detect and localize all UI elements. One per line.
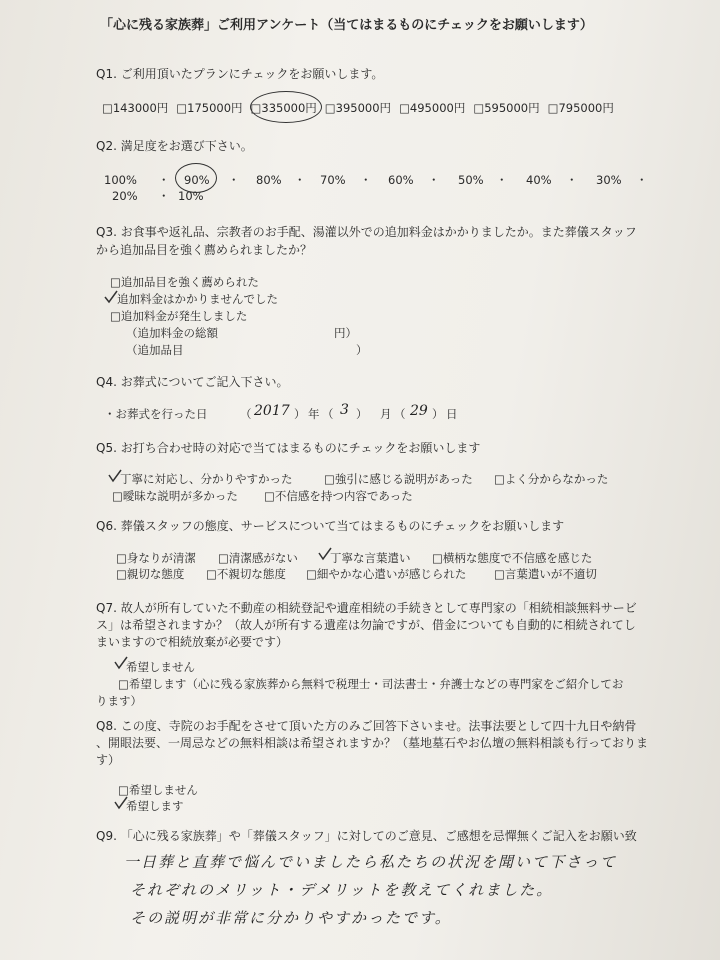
q2-label: Q2. 満足度をお選び下さい。 (96, 139, 253, 153)
q3-check-icon (104, 290, 118, 304)
q6-option-unkind[interactable]: □不親切な態度 (206, 567, 286, 581)
q3-total-unit: 円） (334, 326, 357, 340)
q4-day-close: ） (432, 407, 444, 421)
q2-40[interactable]: 40% (526, 173, 552, 187)
q2-dot-2: ・ (228, 173, 240, 187)
q5-option-distrust[interactable]: □不信感を持つ内容であった (264, 489, 413, 503)
q9-answer-line-3[interactable]: その説明が非常に分かりやすかったです。 (130, 909, 452, 927)
q2-dot-9: ・ (158, 189, 170, 203)
q7-option-yes-cont: ります） (96, 694, 142, 708)
q7-option-no[interactable]: 希望しません (126, 660, 195, 674)
q4-year-value[interactable]: 2017 (254, 403, 290, 419)
q2-dot-5: ・ (428, 173, 440, 187)
q5-option-pushy[interactable]: □強引に感じる説明があった (324, 472, 473, 486)
q1-option-495000[interactable]: □495000円 (399, 101, 466, 115)
q2-dot-4: ・ (360, 173, 372, 187)
q2-70[interactable]: 70% (320, 173, 346, 187)
q4-day-unit: 日 (446, 407, 458, 421)
q2-dot-7: ・ (566, 173, 578, 187)
q6-option-arrogant[interactable]: □横柄な態度で不信感を感じた (432, 551, 593, 565)
q3-items-label: （追加品目 (126, 343, 184, 357)
q3-total-label: （追加料金の総額 (126, 326, 218, 340)
q8-option-no[interactable]: □希望しません (118, 783, 198, 797)
q2-50[interactable]: 50% (458, 173, 484, 187)
q2-100[interactable]: 100% (104, 173, 137, 187)
q6-option-unclean[interactable]: □清潔感がない (218, 551, 298, 565)
q1-options (102, 100, 614, 116)
q1-option-143000[interactable]: □143000円 (102, 101, 169, 115)
q8-option-yes[interactable]: 希望します (126, 799, 184, 813)
q4-day-value[interactable]: 29 (410, 403, 428, 419)
q9-label: Q9. 「心に残る家族葬」や「葬儀スタッフ」に対してのご意見、ご感想を忌憚無くご記入をお願い致 (96, 829, 637, 843)
q9-answer-line-2[interactable]: それぞれのメリット・デメリットを教えてくれました。 (130, 881, 554, 899)
q3-label-2: から追加品目を強く薦められましたか？ (96, 243, 313, 257)
q4-year-close: ） (294, 407, 306, 421)
q4-year-open: （ (240, 407, 252, 421)
q3-label-1: Q3. お食事や返礼品、宗教者のお手配、湯灌以外での追加料金はかかりましたか。また葬儀スタッフ (96, 225, 637, 239)
q1-option-595000[interactable]: □595000円 (473, 101, 540, 115)
q2-80[interactable]: 80% (256, 173, 282, 187)
q6-option-clean[interactable]: □身なりが清潔 (116, 551, 196, 565)
q4-day-open: （ (394, 407, 406, 421)
q1-selection-circle (250, 91, 322, 123)
q5-option-vague[interactable]: □曖昧な説明が多かった (112, 489, 238, 503)
q8-line-1: Q8. この度、寺院のお手配をさせて頂いた方のみご回答下さいませ。法事法要として四十九日や納骨 (96, 719, 637, 733)
q5-option-polite[interactable]: 丁寧に対応し、分かりやすかった (120, 472, 293, 486)
q4-date-prefix: ・お葬式を行った日 (104, 407, 208, 421)
q1-option-175000[interactable]: □175000円 (176, 101, 243, 115)
q7-option-yes[interactable]: □希望します（心に残る家族葬から無料で税理士・司法書士・弁護士などの専門家をご紹介してお (118, 677, 624, 691)
q8-line-3: す） (96, 753, 121, 767)
q2-10[interactable]: 10% (178, 189, 204, 203)
q6-label: Q6. 葬儀スタッフの態度、サービスについて当てはまるものにチェックをお願いします (96, 519, 565, 533)
q7-line-1: Q7. 故人が所有していた不動産の相続登記や遺産相続の手続きとして専門家の「相続相談無料サービ (96, 601, 637, 615)
q1-option-795000[interactable]: □795000円 (547, 101, 614, 115)
q7-line-2: ス」は希望されますか？（故人が所有する遺産は勿論ですが、借金についても自動的に相続されてし (96, 618, 636, 632)
q4-month-value[interactable]: 3 (340, 402, 349, 418)
q3-option-no-extra[interactable]: 追加料金はかかりませんでした (117, 292, 278, 306)
q2-20[interactable]: 20% (112, 189, 138, 203)
q6-option-bad-words[interactable]: □言葉遣いが不適切 (494, 567, 597, 581)
q7-line-3: まいますので相続放棄が必要です） (96, 635, 289, 649)
q6-option-thoughtful[interactable]: □細やかな心遣いが感じられた (306, 567, 467, 581)
q5-label: Q5. お打ち合わせ時の対応で当てはまるものにチェックをお願いします (96, 441, 481, 455)
q2-dot-1: ・ (158, 173, 170, 187)
q4-month-open: （ (322, 407, 334, 421)
q8-line-2: 、開眼法要、一周忌などの無料相談は希望されますか？（墓地墓石やお仏壇の無料相談も行っておりま (96, 736, 649, 750)
q2-60[interactable]: 60% (388, 173, 414, 187)
survey-title: 「心に残る家族葬」ご利用アンケート（当てはまるものにチェックをお願いします） (100, 18, 593, 33)
q2-30[interactable]: 30% (596, 173, 622, 187)
q6-option-polite-words[interactable]: 丁寧な言葉遣い (330, 551, 411, 565)
q2-90[interactable]: 90% (184, 173, 210, 187)
q9-answer-line-1[interactable]: 一日葬と直葬で悩んでいましたら私たちの状況を聞いて下さって (124, 853, 618, 871)
q4-year-unit: 年 (308, 407, 320, 421)
q1-label: Q1. ご利用頂いたプランにチェックをお願いします。 (96, 67, 384, 81)
q4-month-unit: 月 (380, 407, 392, 421)
q1-option-395000[interactable]: □395000円 (324, 101, 392, 115)
q3-items-close: ） (356, 343, 368, 357)
q3-option-extra[interactable]: □追加料金が発生しました (110, 309, 248, 323)
q4-label: Q4. お葬式についてご記入下さい。 (96, 375, 289, 389)
q1-option-335000[interactable]: □335000円 (250, 101, 317, 115)
q2-dot-8: ・ (636, 173, 648, 187)
q2-dot-6: ・ (496, 173, 508, 187)
q4-month-close: ） (356, 407, 368, 421)
q2-dot-3: ・ (294, 173, 306, 187)
q3-option-recommended[interactable]: □追加品目を強く薦められた (110, 275, 259, 289)
q5-option-unclear[interactable]: □よく分からなかった (494, 472, 609, 486)
q6-option-kind[interactable]: □親切な態度 (116, 567, 185, 581)
q2-selection-circle (175, 163, 217, 193)
